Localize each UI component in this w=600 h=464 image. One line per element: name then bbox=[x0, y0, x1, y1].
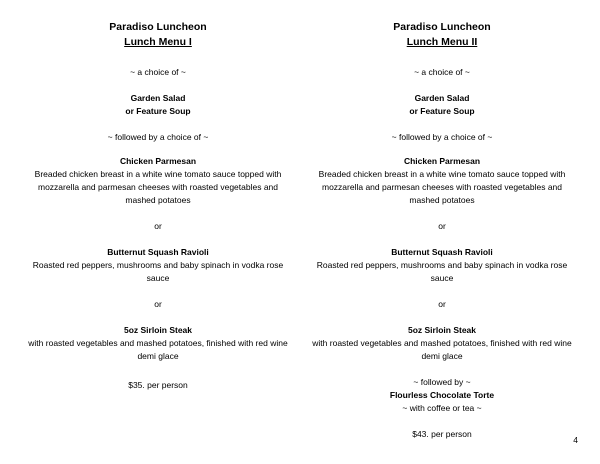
starter-item: or Feature Soup bbox=[125, 106, 191, 116]
spacer bbox=[306, 118, 578, 131]
entree-name: Butternut Squash Ravioli bbox=[107, 247, 209, 257]
menu-column-lunch-menu-ii bbox=[306, 20, 578, 441]
spacer bbox=[306, 311, 578, 324]
or-separator: or bbox=[438, 221, 446, 231]
spacer bbox=[22, 50, 294, 66]
menu-price: $35. per person bbox=[128, 380, 188, 390]
entree-description: Breaded chicken breast in a white wine tomato sauce topped with mozzarella and parmesan cheeses with roasted vegetables and mashed potatoes bbox=[318, 169, 566, 205]
entree-description: Breaded chicken breast in a white wine tomato sauce topped with mozzarella and parmesan cheeses with roasted vegetables and mashed potatoes bbox=[34, 169, 282, 205]
dessert-pairing: ~ with coffee or tea ~ bbox=[402, 403, 482, 413]
menu-subtitle: Lunch Menu II bbox=[406, 36, 478, 48]
spacer bbox=[22, 144, 294, 155]
entree-name: Butternut Squash Ravioli bbox=[391, 247, 493, 257]
or-separator: or bbox=[154, 299, 162, 309]
entree-description: with roasted vegetables and mashed potatoes, finished with red wine demi glace bbox=[312, 338, 572, 361]
spacer bbox=[306, 79, 578, 92]
or-separator: or bbox=[438, 299, 446, 309]
starter-item: Garden Salad bbox=[130, 93, 186, 103]
menu-title: Paradiso Luncheon bbox=[109, 21, 207, 33]
spacer bbox=[22, 79, 294, 92]
entree-name: Chicken Parmesan bbox=[403, 156, 481, 166]
spacer bbox=[22, 311, 294, 324]
menu-subtitle: Lunch Menu I bbox=[124, 36, 192, 48]
menu-columns bbox=[22, 20, 578, 441]
spacer bbox=[306, 207, 578, 220]
menu-price: $43. per person bbox=[412, 429, 472, 439]
dessert-lead-in: ~ followed by ~ bbox=[413, 377, 471, 387]
choice-note: ~ a choice of ~ bbox=[130, 67, 186, 77]
entree-name: 5oz Sirloin Steak bbox=[407, 325, 477, 335]
followed-note: ~ followed by a choice of ~ bbox=[107, 132, 209, 142]
spacer bbox=[306, 50, 578, 66]
entree-description: with roasted vegetables and mashed potatoes, finished with red wine demi glace bbox=[28, 338, 288, 361]
menu-title: Paradiso Luncheon bbox=[393, 21, 491, 33]
starter-item: or Feature Soup bbox=[409, 106, 475, 116]
spacer bbox=[22, 363, 294, 379]
page-number: 4 bbox=[573, 435, 578, 445]
menu-column-lunch-menu-i bbox=[22, 20, 294, 392]
choice-note: ~ a choice of ~ bbox=[414, 67, 470, 77]
spacer bbox=[306, 285, 578, 298]
spacer bbox=[22, 207, 294, 220]
spacer bbox=[306, 415, 578, 428]
entree-description: Roasted red peppers, mushrooms and baby spinach in vodka rose sauce bbox=[316, 260, 568, 283]
spacer bbox=[22, 233, 294, 246]
spacer bbox=[22, 118, 294, 131]
spacer bbox=[22, 285, 294, 298]
followed-note: ~ followed by a choice of ~ bbox=[391, 132, 493, 142]
spacer bbox=[306, 363, 578, 376]
dessert-name: Flourless Chocolate Torte bbox=[389, 390, 495, 400]
or-separator: or bbox=[154, 221, 162, 231]
entree-description: Roasted red peppers, mushrooms and baby spinach in vodka rose sauce bbox=[32, 260, 284, 283]
starter-item: Garden Salad bbox=[414, 93, 470, 103]
spacer bbox=[306, 144, 578, 155]
entree-name: Chicken Parmesan bbox=[119, 156, 197, 166]
entree-name: 5oz Sirloin Steak bbox=[123, 325, 193, 335]
spacer bbox=[306, 233, 578, 246]
